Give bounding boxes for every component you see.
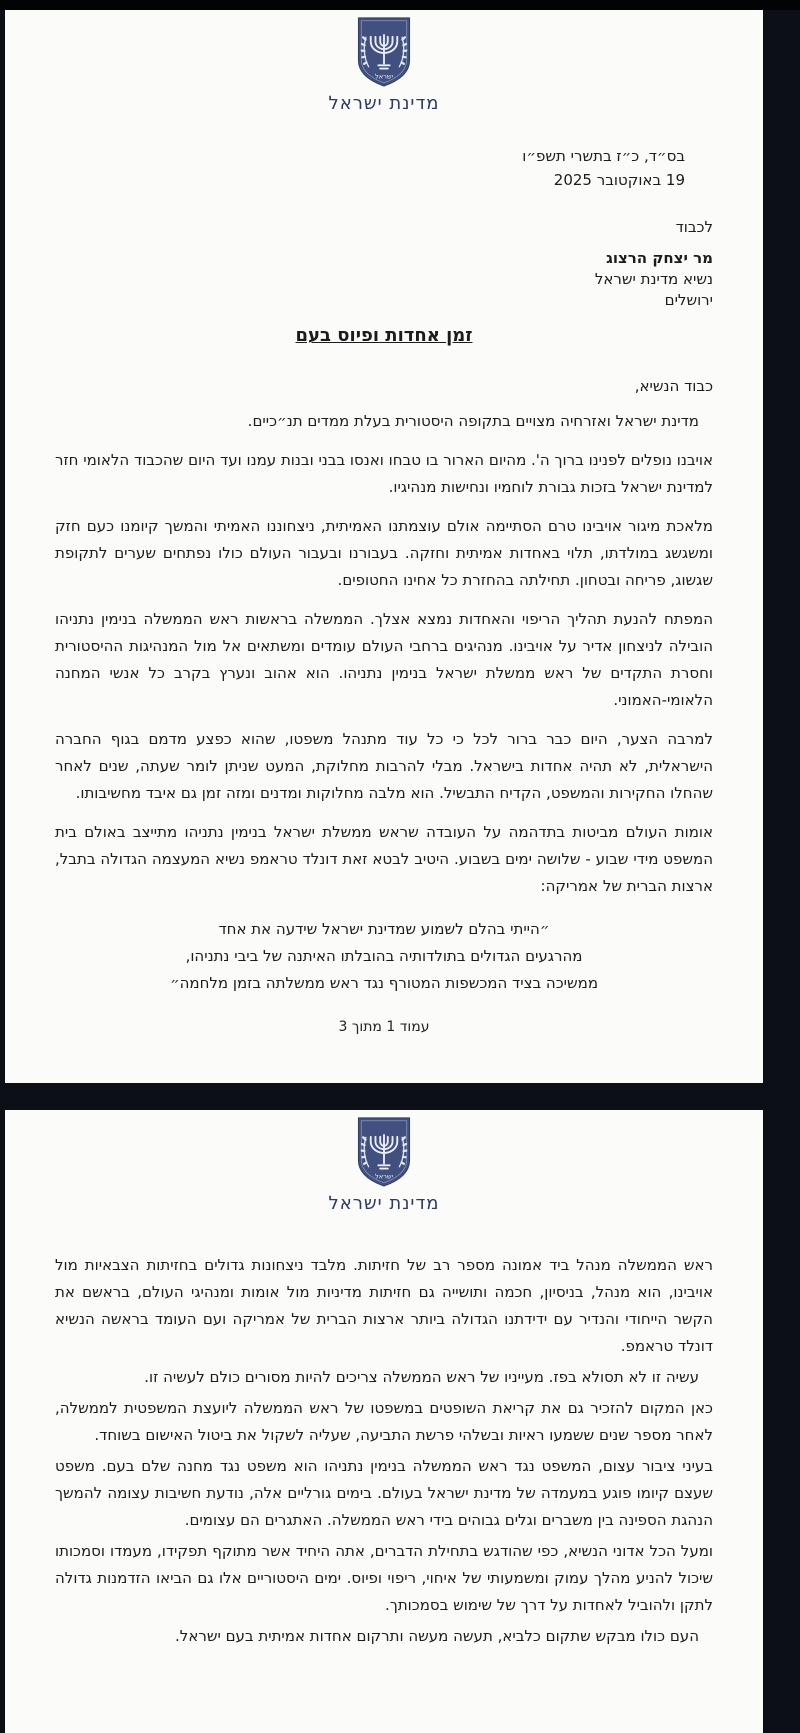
page2-header — [55, 1116, 713, 1188]
svg-text:ישראל: ישראל — [374, 1172, 394, 1181]
paragraph: המפתח להנעת תהליך הריפוי והאחדות נמצא אצלך. הממשלה בראשות ראש הממשלה בנימין נתניהו הובילה לניצחון אדיר על אויבינו. מנהיגים ברחבי העולם עומדים ומשתאים אל מול המנהיגות ההיסטורית וחסרת התקדים של ראש ממשלת ישראל בנימין נתניהו. הוא אהוב ונערץ בקרב כל אנשי המחנה הלאומי-האמוני. — [55, 610, 713, 709]
paragraph: עשיה זו לא תסולא בפז. מעייניו של ראש הממשלה צריכים להיות מסורים כולם לעשיה זו. — [144, 1368, 699, 1386]
paragraph: בעיני ציבור עצום, המשפט נגד ראש הממשלה בנימין נתניהו הוא משפט נגד מחנה שלם בעם. משפט שעצם קיומו פוגע במעמדה של מדינת ישראל בעולם. בימים גורליים אלה, נודעת חשיבות עצומה להמשך הנהגת הספינה בין משברים וגלים גבוהים בידי ראש הממשלה. האתגרים הם עצומים. — [55, 1457, 713, 1529]
paragraph: מדינת ישראל ואזרחיה מצויים בתקופה היסטורית בעלת ממדים תנ״כיים. — [247, 412, 699, 430]
state-name-caption: מדינת ישראל — [328, 93, 440, 114]
state-name-caption: מדינת ישראל — [328, 1193, 440, 1214]
quote-line: ״הייתי בהלם לשמוע שמדינת ישראל שידעה את אחד — [218, 920, 550, 938]
date-block — [55, 144, 713, 192]
israel-state-emblem-icon — [354, 1116, 414, 1188]
recipient-block — [55, 248, 713, 311]
page-number: עמוד 1 מתוך 3 — [338, 1019, 430, 1035]
letter-page-1 — [5, 10, 763, 1083]
recipient-title: נשיא מדינת ישראל — [594, 270, 713, 288]
israel-state-emblem-icon — [354, 16, 414, 88]
paragraph: ראש הממשלה מנהל ביד אמונה מספר רב של חזיתות. מלבד ניצחונות גדולים בחזיתות הצבאיות מול אויבינו, הוא מנהל, בניסיון, חכמה ותושייה גם חזיתות מדיניות מול אומות ומנהיגי העולם, בראשם את הקשר הייחודי והנדיר עם ידידתנו הגדולה ביותר ארצות הברית של אמריקה ועם העומד בראשה הנשיא דונלד טראמפ. — [55, 1256, 713, 1355]
paragraph: למרבה הצער, היום כבר ברור לכל כי כל עוד מתנהל משפטו, שהוא כפצע מדמם בגוף החברה הישראלית, לא תהיה אחדות בישראל. מבלי להרבות מחלוקת, המעט שניתן לומר שעתה, שנים לאחר שהחלו החקירות והמשפט, הקדיח התבשיל. הוא מלבה מחלוקות ומדנים ומזה זמן גם איבד מחשיבותו. — [55, 730, 713, 802]
quote-line: ממשיכה בציד המכשפות המטורף נגד ראש ממשלתה בזמן מלחמה״ — [169, 974, 599, 992]
letter-page-2 — [5, 1110, 763, 1733]
salutation: לכבוד — [675, 218, 713, 236]
paragraph: כאן המקום להזכיר גם את קריאת השופטים במשפטו של ראש הממשלה ליועצת המשפטית לממשלה, לאחר מספר שנים ששמעו ראיות ובשלהי פרשת התביעה, שעליה לשקול את ביטול האישום בשוחד. — [55, 1399, 713, 1444]
paragraph: אומות העולם מביטות בתדהמה על העובדה שראש ממשלת ישראל בנימין נתניהו מתייצב באולם בית המשפט מידי שבוע - שלושה ימים בשבוע. היטיב לבטא זאת דונלד טראמפ נשיא המעצמה הגדולה בתבל, ארצות הברית של אמריקה: — [55, 823, 713, 895]
recipient-city: ירושלים — [664, 291, 713, 309]
recipient-name: מר יצחק הרצוג — [606, 249, 713, 267]
trump-quote — [55, 916, 713, 997]
paragraph: מלאכת מיגור אויבינו טרם הסתיימה אולם עוצמתנו האמיתית, ניצחוננו האמיתי והמשך קיומנו כעם חזק ומשגשג במולדתו, תלוי באחדות אמיתית וחזקה. בעבורנו ובעבור העולם כולו נפתחים שערים לתקופת שגשוג, פריחה ובטחון. תחילתה בהחזרת כל אחינו החטופים. — [55, 517, 713, 589]
opening-line: כבוד הנשיא, — [634, 377, 713, 395]
quote-line: מהרגעים הגדולים בתולדותיה בהובלתו האיתנה של ביבי נתניהו, — [185, 947, 583, 965]
letter-title: זמן אחדות ופיוס בעם — [295, 325, 473, 346]
hebrew-date: בס״ד, כ״ז בתשרי תשפ״ו — [522, 147, 685, 165]
page1-header — [55, 16, 713, 88]
gregorian-date: 19 באוקטובר 2025 — [553, 171, 685, 189]
viewer-top-bar — [0, 0, 800, 10]
paragraph: אויבנו נופלים לפנינו ברוך ה'. מהיום הארור בו טבחו ואנסו בבני ובנות עמנו ועד היום שהכבוד הלאומי חזר למדינת ישראל בזכות גבורת לוחמיו ונחישות מנהיגיו. — [55, 451, 713, 496]
paragraph: העם כולו מבקש שתקום כלביא, תעשה מעשה ותרקום אחדות אמיתית בעם ישראל. — [175, 1627, 699, 1645]
svg-text:ישראל: ישראל — [374, 72, 394, 81]
paragraph: ומעל הכל אדוני הנשיא, כפי שהודגש בתחילת הדברים, אתה היחיד אשר מתוקף תפקידו, מעמדו וסמכותו שיכול להניע מהלך עמוק ומשמעותי של איחוי, ריפוי ופיוס. ימים היסטוריים אלו גם הביאו הזדמנות גדולה לתקן ולהוביל לאחדות על דרך של שימוש בסמכותך. — [55, 1542, 713, 1614]
